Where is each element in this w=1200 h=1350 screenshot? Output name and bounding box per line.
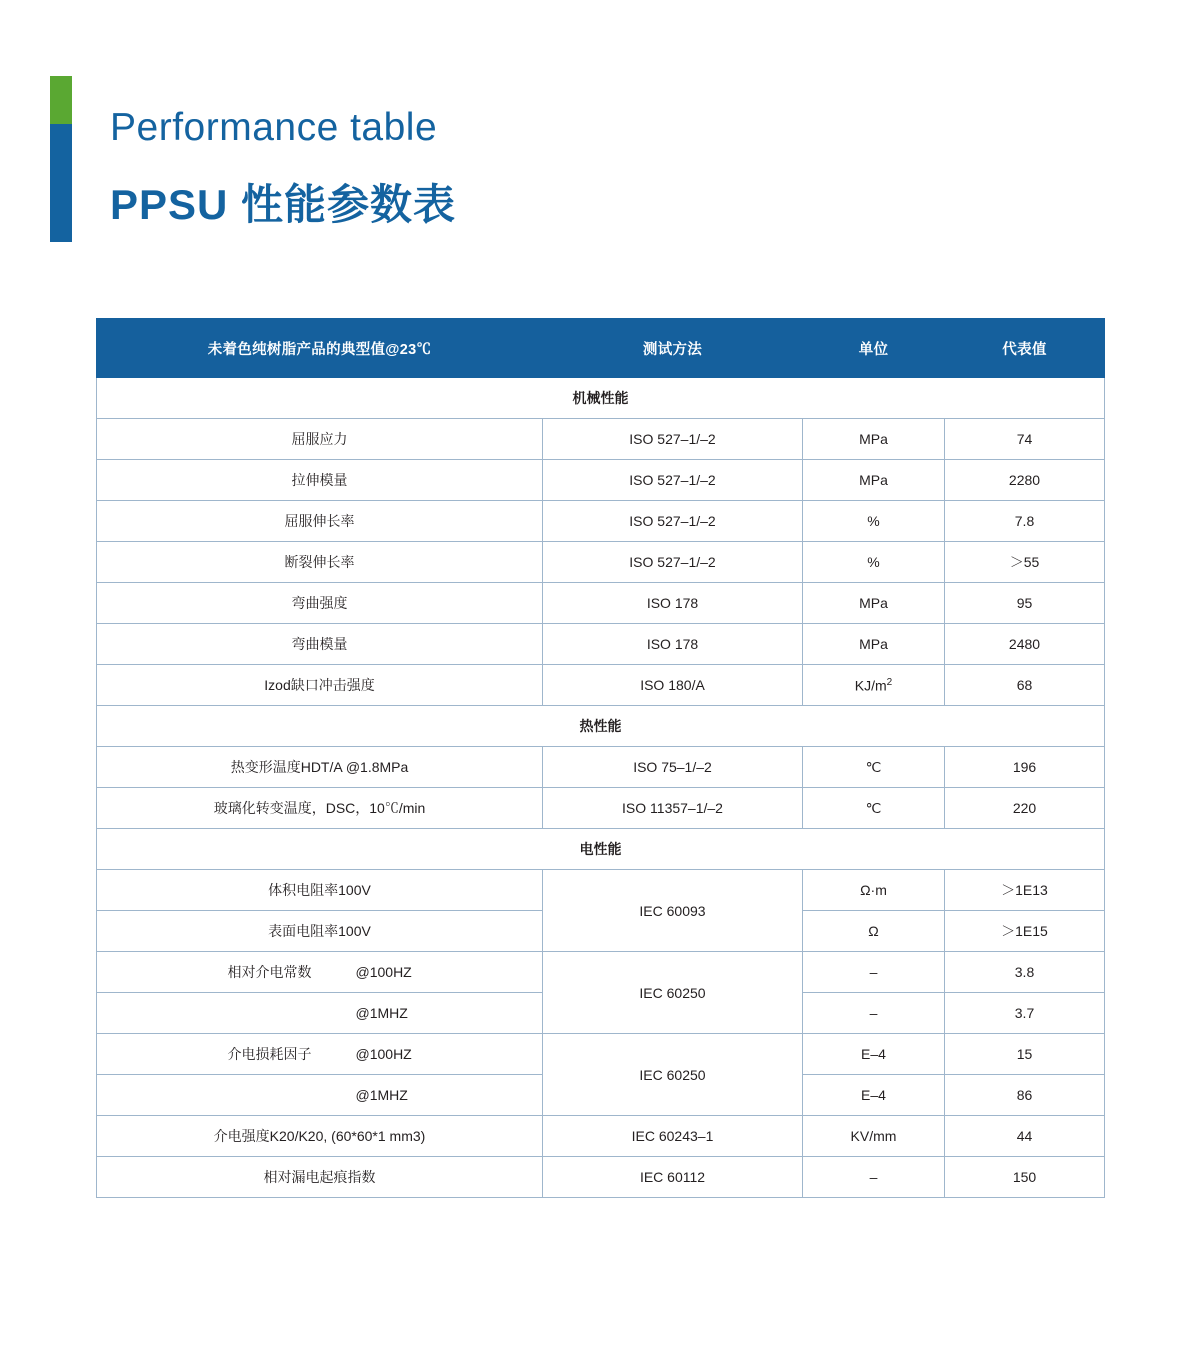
table-row: [97, 419, 1105, 460]
section-label-thermal: 热性能: [97, 706, 1105, 747]
row-method: IEC 60112: [543, 1157, 803, 1198]
unit-exponent: 2: [886, 676, 893, 688]
row-value: 3.7: [945, 993, 1105, 1034]
row-value: 2280: [945, 460, 1105, 501]
row-unit: ℃: [803, 747, 945, 788]
row-method: ISO 527–1/–2: [543, 460, 803, 501]
row-method: ISO 11357–1/–2: [543, 788, 803, 829]
row-unit: MPa: [803, 419, 945, 460]
performance-table: [96, 318, 1105, 1198]
row-value: ＞55: [945, 542, 1105, 583]
table-row: [97, 1157, 1105, 1198]
row-method: IEC 60250: [543, 952, 803, 1034]
row-method: ISO 178: [543, 624, 803, 665]
table-row: [97, 747, 1105, 788]
page-title-cn: PPSU 性能参数表: [110, 181, 457, 228]
row-unit: MPa: [803, 583, 945, 624]
row-unit: –: [803, 952, 945, 993]
row-method: ISO 527–1/–2: [543, 419, 803, 460]
row-unit: ℃: [803, 788, 945, 829]
row-property: 介电强度K20/K20, (60*60*1 mm3): [97, 1116, 543, 1157]
row-value: 86: [945, 1075, 1105, 1116]
column-header-method: 测试方法: [543, 319, 803, 378]
row-property: [97, 993, 543, 1034]
table-row: [97, 501, 1105, 542]
row-value: ＞1E13: [945, 870, 1105, 911]
row-value: 44: [945, 1116, 1105, 1157]
column-header-property: 未着色纯树脂产品的典型值@23℃: [97, 319, 543, 378]
section-row: [97, 706, 1105, 747]
row-property: 相对漏电起痕指数: [97, 1157, 543, 1198]
accent-bar-green: [50, 76, 72, 124]
row-unit: E–4: [803, 1075, 945, 1116]
row-value: 196: [945, 747, 1105, 788]
row-property-name: 介电损耗因子: [227, 1046, 312, 1062]
row-value: 220: [945, 788, 1105, 829]
row-method: ISO 527–1/–2: [543, 542, 803, 583]
page-header: [0, 0, 1200, 300]
row-method: IEC 60243–1: [543, 1116, 803, 1157]
unit-base: KJ/m: [854, 677, 887, 694]
row-property: [97, 1034, 543, 1075]
row-property: 断裂伸长率: [97, 542, 543, 583]
table-row: [97, 665, 1105, 706]
table-row: [97, 788, 1105, 829]
row-property-condition: @100HZ: [355, 1046, 412, 1062]
row-unit: [803, 665, 945, 706]
column-header-unit: 单位: [803, 319, 945, 378]
row-property: 拉伸模量: [97, 460, 543, 501]
row-method: ISO 180/A: [543, 665, 803, 706]
row-property: [97, 1075, 543, 1116]
table-header-row: [97, 319, 1105, 378]
row-property: 弯曲强度: [97, 583, 543, 624]
row-property: [97, 952, 543, 993]
row-method: IEC 60093: [543, 870, 803, 952]
table-row: [97, 952, 1105, 993]
row-unit: Ω: [803, 911, 945, 952]
column-header-value: 代表值: [945, 319, 1105, 378]
performance-table-container: [96, 318, 1104, 1198]
row-unit: –: [803, 1157, 945, 1198]
row-unit: –: [803, 993, 945, 1034]
table-row: [97, 1116, 1105, 1157]
row-method: ISO 75–1/–2: [543, 747, 803, 788]
section-row: [97, 829, 1105, 870]
row-method: IEC 60250: [543, 1034, 803, 1116]
row-unit: MPa: [803, 624, 945, 665]
row-value: 2480: [945, 624, 1105, 665]
section-label-electrical: 电性能: [97, 829, 1105, 870]
row-method: ISO 178: [543, 583, 803, 624]
table-row: [97, 460, 1105, 501]
row-method: ISO 527–1/–2: [543, 501, 803, 542]
row-property: Izod缺口冲击强度: [97, 665, 543, 706]
row-unit: %: [803, 542, 945, 583]
row-unit: %: [803, 501, 945, 542]
table-row: [97, 583, 1105, 624]
row-value: 74: [945, 419, 1105, 460]
table-row: [97, 624, 1105, 665]
row-value: 95: [945, 583, 1105, 624]
row-value: 150: [945, 1157, 1105, 1198]
accent-bar-blue: [50, 124, 72, 242]
row-property-condition: @1MHZ: [355, 1005, 408, 1021]
row-property-condition: @100HZ: [355, 964, 412, 980]
section-row: [97, 378, 1105, 419]
row-value: 3.8: [945, 952, 1105, 993]
row-property: 玻璃化转变温度，DSC，10℃/min: [97, 788, 543, 829]
table-row: [97, 870, 1105, 911]
row-unit: KV/mm: [803, 1116, 945, 1157]
row-property: 体积电阻率100V: [97, 870, 543, 911]
row-property: 热变形温度HDT/A @1.8MPa: [97, 747, 543, 788]
row-value: 68: [945, 665, 1105, 706]
row-property: 弯曲模量: [97, 624, 543, 665]
row-property: 表面电阻率100V: [97, 911, 543, 952]
table-row: [97, 1034, 1105, 1075]
row-property-condition: @1MHZ: [355, 1087, 408, 1103]
row-value: 7.8: [945, 501, 1105, 542]
row-property: 屈服应力: [97, 419, 543, 460]
row-unit: Ω·m: [803, 870, 945, 911]
row-value: 15: [945, 1034, 1105, 1075]
row-value: ＞1E15: [945, 911, 1105, 952]
row-unit: MPa: [803, 460, 945, 501]
row-property: 屈服伸长率: [97, 501, 543, 542]
row-unit: E–4: [803, 1034, 945, 1075]
row-property-name: 相对介电常数: [227, 964, 312, 980]
section-label-mechanical: 机械性能: [97, 378, 1105, 419]
table-row: [97, 542, 1105, 583]
page-title-en: Performance table: [110, 106, 438, 149]
